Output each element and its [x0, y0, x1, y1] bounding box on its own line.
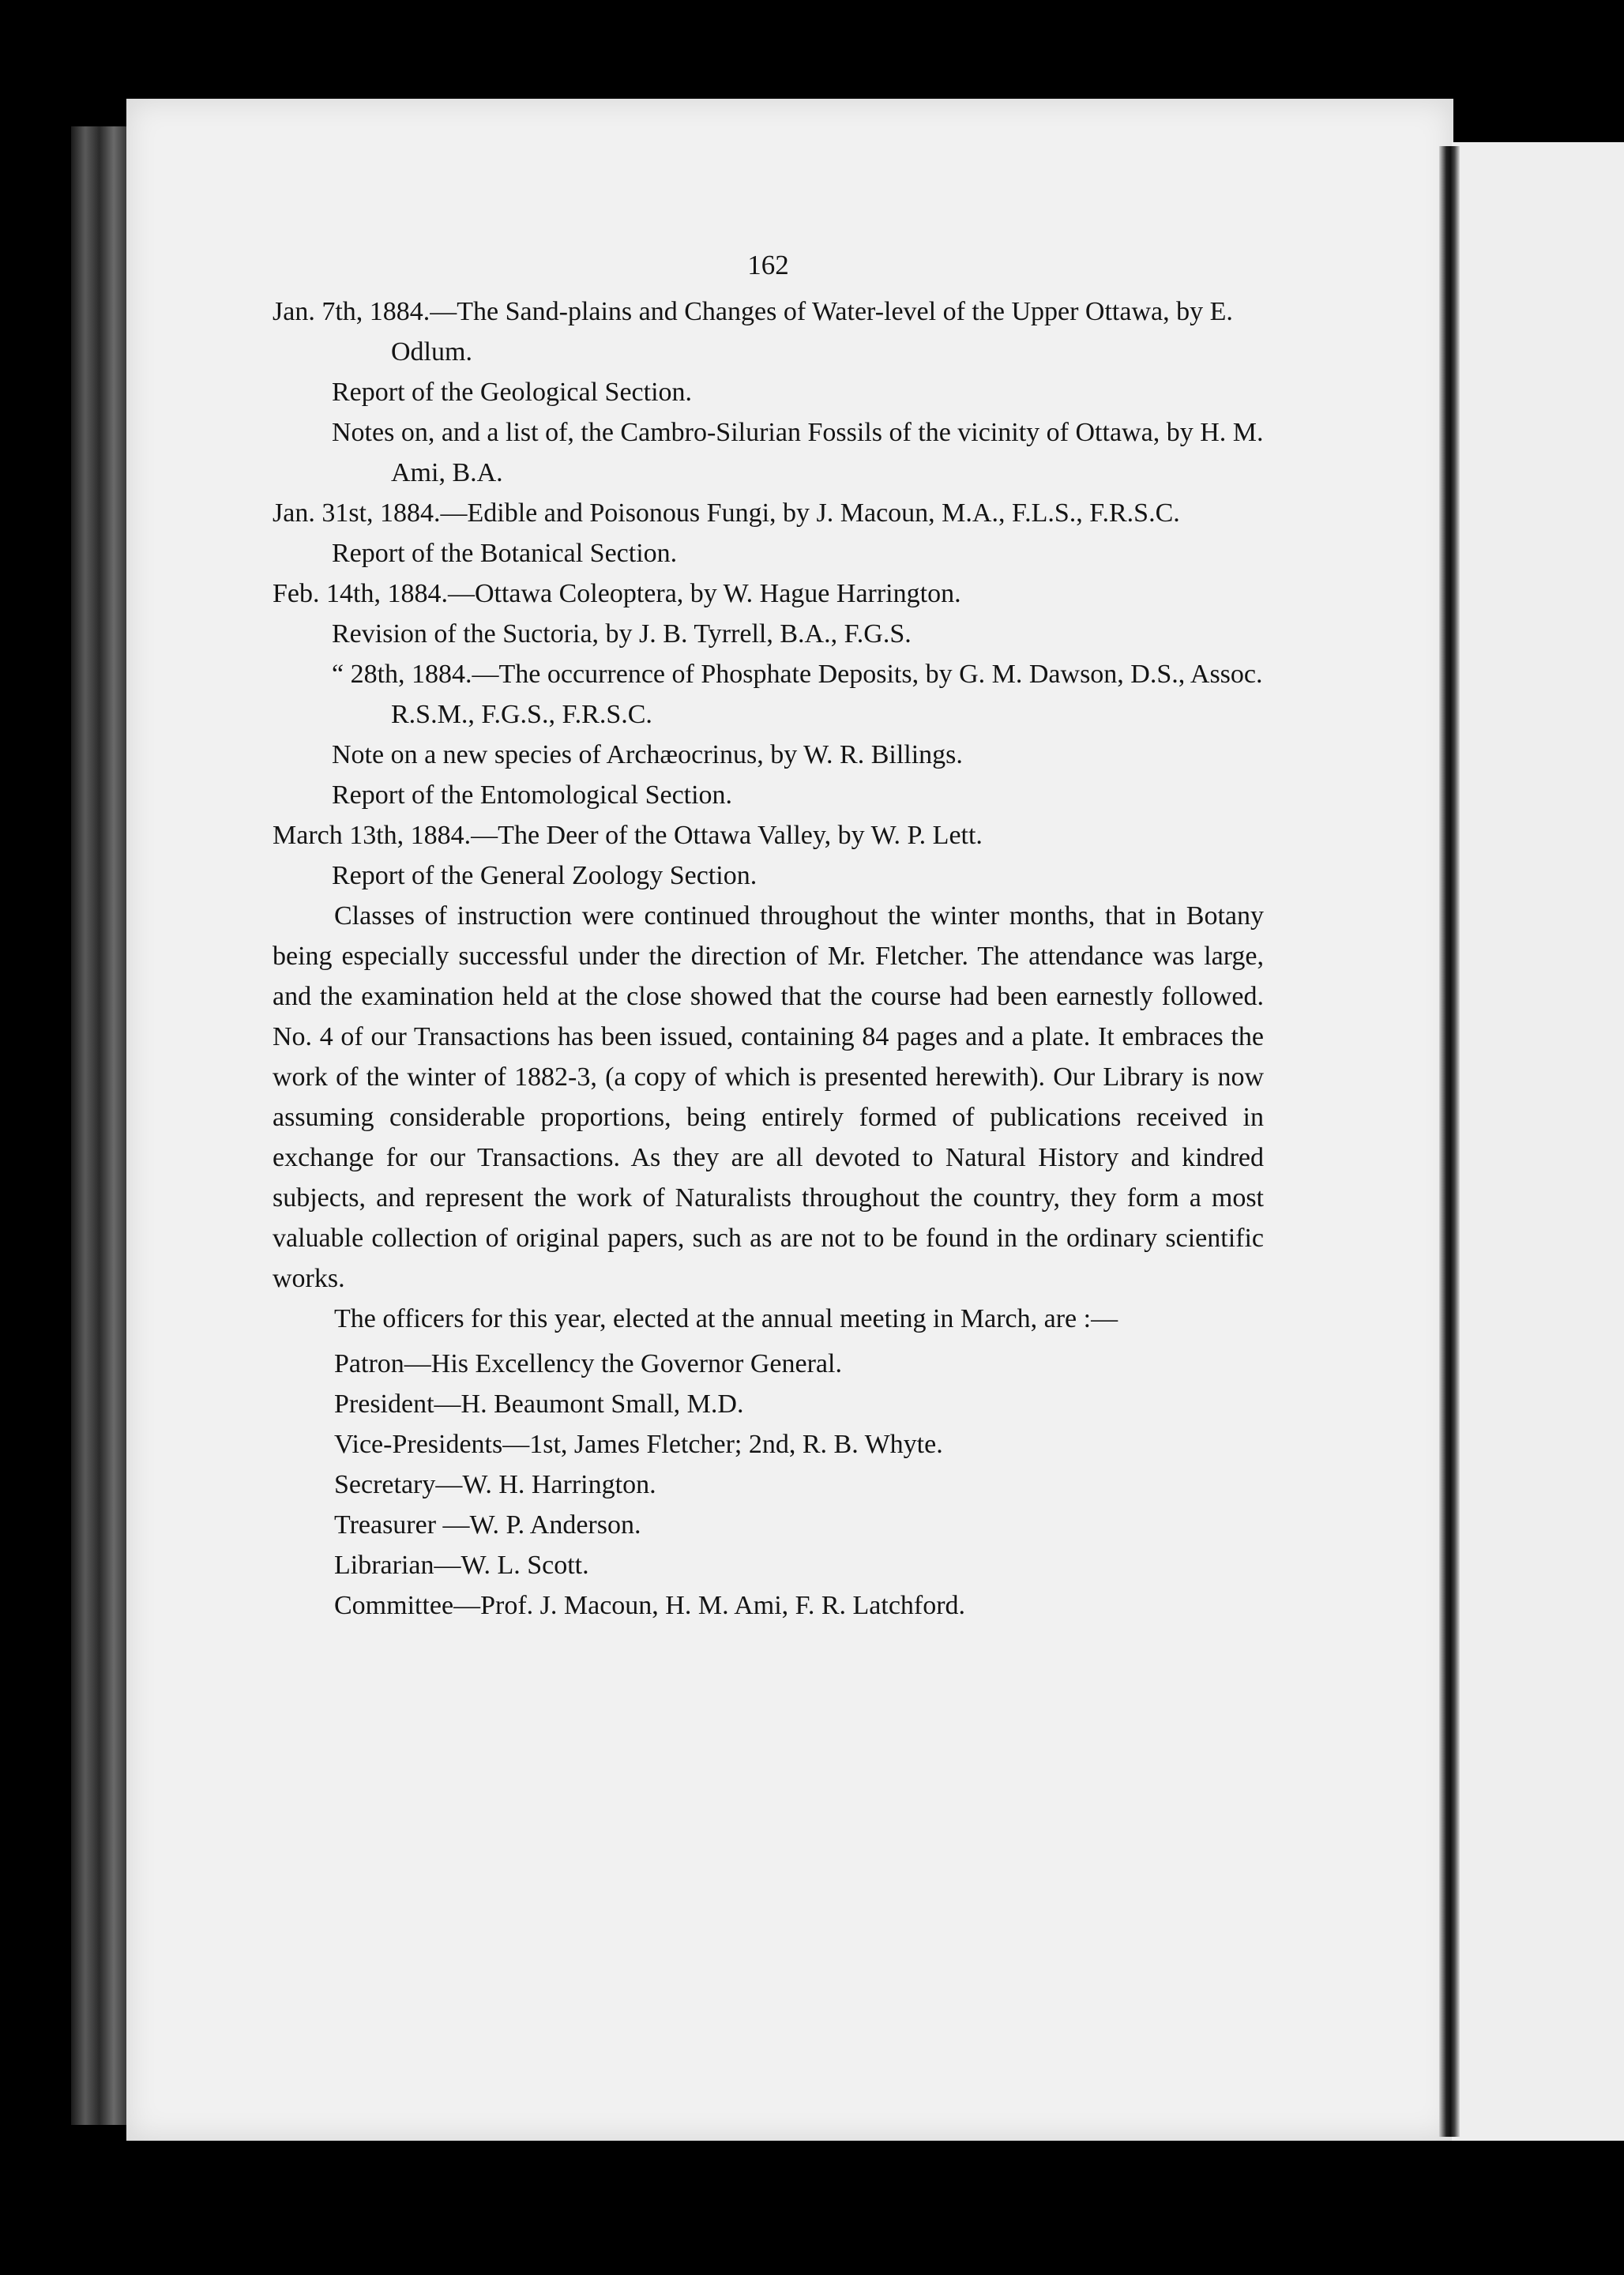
list-item: Report of the Botanical Section. [332, 539, 678, 568]
officer-patron: Patron—His Excellency the Governor General. [334, 1349, 842, 1378]
officers-list [273, 1344, 1264, 1626]
list-item: Report of the Entomological Section. [332, 780, 733, 810]
list-item: Report of the General Zoology Section. [332, 861, 757, 890]
list-item: Notes on, and a list of, the Cambro-Silurian Fossils of the vicinity of Ottawa, by H. M. Ami, B.A. [332, 418, 1264, 487]
list-item: Feb. 14th, 1884.—Ottawa Coleoptera, by W. Hague Harrington. [273, 579, 961, 608]
page-number: 162 [747, 250, 789, 280]
paragraph-officers-intro: The officers for this year, elected at the annual meeting in March, are :— [334, 1304, 1118, 1333]
list-item: Revision of the Suctoria, by J. B. Tyrrell, B.A., F.G.S. [332, 619, 912, 649]
list-item: “ 28th, 1884.—The occurrence of Phosphate Deposits, by G. M. Dawson, D.S., Assoc. R.S.M., F.G.S., F.R.S.C. [332, 660, 1263, 729]
page-fold [1439, 146, 1460, 2137]
officer-president: President—H. Beaumont Small, M.D. [334, 1389, 744, 1419]
officer-librarian: Librarian—W. L. Scott. [334, 1551, 589, 1580]
page-text [273, 245, 1264, 1626]
paragraph-classes: Classes of instruction were continued throughout the winter months, that in Botany being especially successful under the direction of Mr. Fletcher. The attendance was large, and the examination held at the close showed that the course had been earnestly followed. No. 4 of our Transactions has been issued, containing 84 pages and a plate. It embraces the work of the winter of 1882-3, (a copy of which is presented herewith). Our Library is now assuming considerable proportions, being entirely formed of publications received in exchange for our Transactions. As they are all devoted to Natural History and kindred subjects, and represent the work of Naturalists throughout the country, they form a most valuable collection of original papers, such as are not to be found in the ordinary scientific works. [273, 901, 1264, 1293]
list-item: Note on a new species of Archæocrinus, by W. R. Billings. [332, 740, 963, 769]
officer-treasurer: Treasurer —W. P. Anderson. [334, 1510, 641, 1540]
list-item: Jan. 31st, 1884.—Edible and Poisonous Fungi, by J. Macoun, M.A., F.L.S., F.R.S.C. [273, 498, 1180, 528]
officer-vice-presidents: Vice-Presidents—1st, James Fletcher; 2nd, R. B. Whyte. [334, 1430, 943, 1459]
list-item: Report of the Geological Section. [332, 378, 693, 407]
facing-page [1452, 142, 1624, 2141]
officer-secretary: Secretary—W. H. Harrington. [334, 1470, 656, 1499]
officer-committee: Committee—Prof. J. Macoun, H. M. Ami, F. R. Latchford. [334, 1591, 966, 1620]
list-item: Jan. 7th, 1884.—The Sand-plains and Changes of Water-level of the Upper Ottawa, by E. Odlum. [273, 297, 1233, 367]
list-item: March 13th, 1884.—The Deer of the Ottawa Valley, by W. P. Lett. [273, 821, 983, 850]
body-paragraph [273, 896, 1264, 1339]
